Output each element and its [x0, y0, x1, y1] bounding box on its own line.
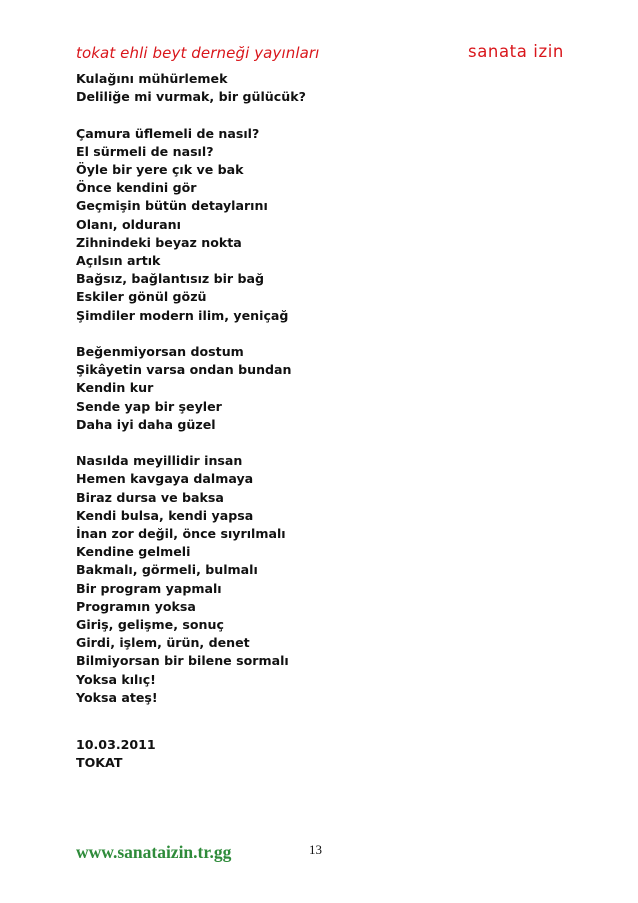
- poem-line: Giriş, gelişme, sonuç: [76, 617, 224, 633]
- poem-line: Şimdiler modern ilim, yeniçağ: [76, 307, 289, 323]
- page-number: 13: [309, 842, 322, 857]
- signature-block: [76, 736, 156, 772]
- footer-website-link[interactable]: www.sanataizin.tr.gg: [76, 842, 232, 862]
- poem-line: Yoksa kılıç!: [76, 671, 156, 687]
- poem-line: Programın yoksa: [76, 598, 196, 614]
- poem-line: Şikâyetin varsa ondan bundan: [76, 362, 292, 378]
- poem-line: Önce kendini gör: [76, 180, 197, 196]
- poem-line: Deliliğe mi vurmak, bir gülücük?: [76, 89, 306, 105]
- poem-line: Kendin kur: [76, 380, 154, 396]
- poem-line: Bağsız, bağlantısız bir bağ: [76, 271, 265, 287]
- brand-header: sanata izin: [468, 42, 564, 61]
- poem-line: Geçmişin bütün detaylarını: [76, 198, 268, 214]
- poem-line: Sende yap bir şeyler: [76, 398, 222, 414]
- poem-line: Daha iyi daha güzel: [76, 416, 216, 432]
- poem-line: Kendi bulsa, kendi yapsa: [76, 507, 254, 523]
- poem-line: Nasılda meyillidir insan: [76, 453, 243, 469]
- poem-line: Eskiler gönül gözü: [76, 289, 207, 305]
- poem-line: Çamura üflemeli de nasıl?: [76, 125, 260, 141]
- poem-date: 10.03.2011: [76, 737, 156, 752]
- poem-line: Bir program yapmalı: [76, 580, 222, 596]
- poem-stanza: [76, 125, 556, 325]
- poem-line: Olanı, olduranı: [76, 216, 181, 232]
- poem-stanza: [76, 70, 556, 106]
- poem-line: Kulağını mühürlemek: [76, 71, 228, 86]
- poem-line: Girdi, işlem, ürün, denet: [76, 635, 250, 651]
- poem-place: TOKAT: [76, 755, 123, 771]
- poem-stanza: [76, 343, 556, 434]
- poem-line: Kendine gelmeli: [76, 544, 191, 560]
- poem-line: Zihnindeki beyaz nokta: [76, 234, 242, 250]
- publisher-header: tokat ehli beyt derneği yayınları: [76, 44, 320, 62]
- poem-stanza: [76, 452, 556, 707]
- poem-line: El sürmeli de nasıl?: [76, 143, 214, 159]
- poem-body: [76, 70, 556, 725]
- poem-line: Öyle bir yere çık ve bak: [76, 162, 244, 177]
- poem-line: Bilmiyorsan bir bilene sormalı: [76, 653, 289, 669]
- poem-line: Beğenmiyorsan dostum: [76, 344, 244, 360]
- poem-line: Yoksa ateş!: [76, 689, 158, 705]
- poem-line: Açılsın artık: [76, 253, 161, 269]
- poem-line: İnan zor değil, önce sıyrılmalı: [76, 526, 286, 542]
- poem-line: Biraz dursa ve baksa: [76, 489, 224, 505]
- poem-line: Hemen kavgaya dalmaya: [76, 471, 254, 487]
- poem-line: Bakmalı, görmeli, bulmalı: [76, 562, 258, 578]
